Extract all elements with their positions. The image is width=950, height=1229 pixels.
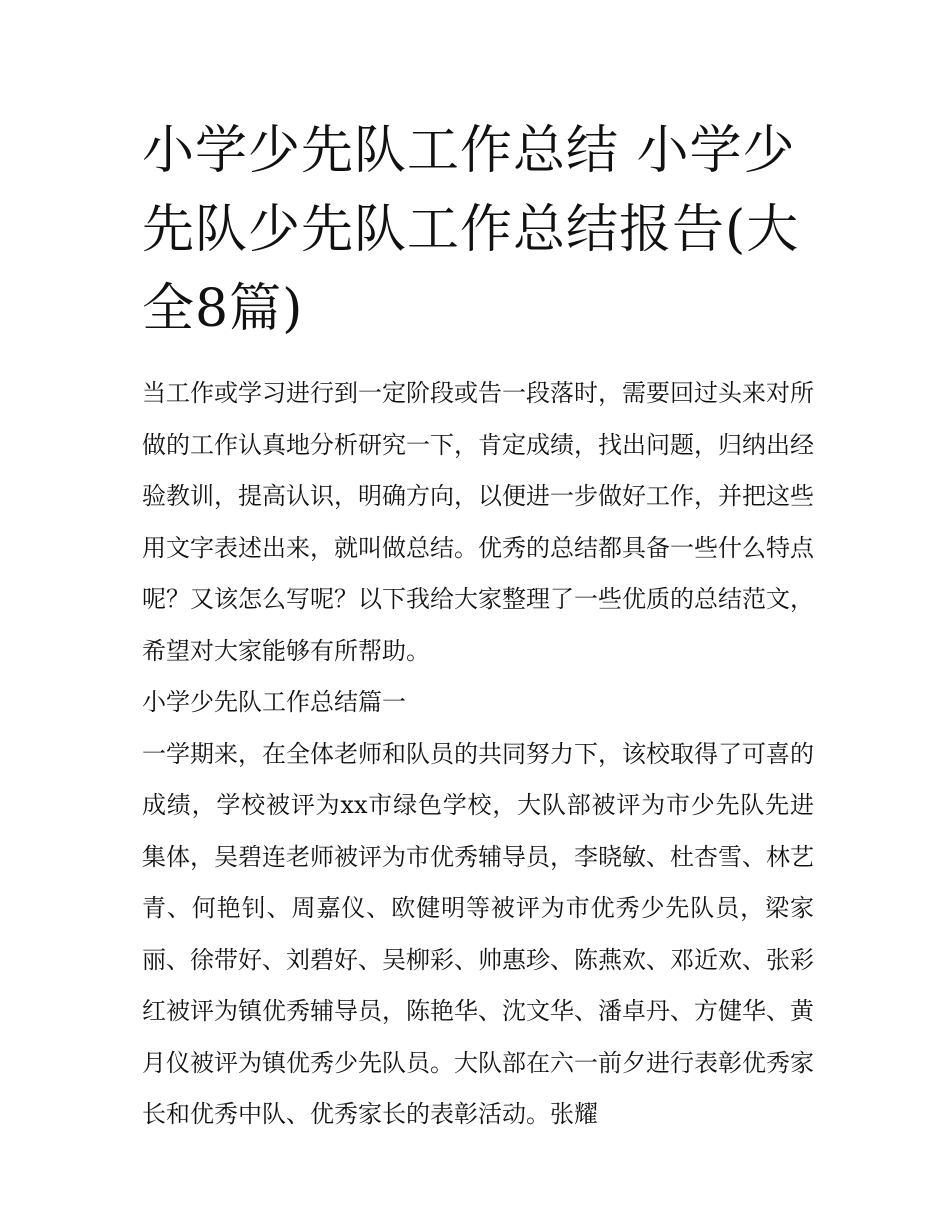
intro-paragraph: 当工作或学习进行到一定阶段或告一段落时，需要回过头来对所做的工作认真地分析研究一下，肯定成绩，找出问题，归纳出经验教训，提高认识，明确方向，以便进一步做好工作，并把这些用文字表述出来，就叫做总结。优秀的总结都具备一些什么特点呢？又该怎么写呢？以下我给大家整理了一些优质的总结范文，希望对大家能够有所帮助。: [142, 379, 814, 665]
section-heading: 小学少先队工作总结篇一: [142, 688, 406, 716]
document-body: [142, 368, 814, 1141]
section-paragraph: 一学期来，在全体老师和队员的共同努力下，该校取得了可喜的成绩，学校被评为xx市绿色学校，大队部被评为市少先队先进集体，吴碧连老师被评为市优秀辅导员，李晓敏、杜杏雪、林艺青、何艳钊、周嘉仪、欧健明等被评为市优秀少先队员，梁家丽、徐带好、刘碧好、吴柳彩、帅惠珍、陈燕欢、邓近欢、张彩红被评为镇优秀辅导员，陈艳华、沈文华、潘卓丹、方健华、黄月仪被评为镇优秀少先队员。大队部在六一前夕进行表彰优秀家长和优秀中队、优秀家长的表彰活动。张耀: [142, 739, 814, 1128]
document-title: 小学少先队工作总结 小学少先队少先队工作总结报告(大全8篇): [142, 121, 800, 339]
document-page: [142, 112, 814, 1141]
